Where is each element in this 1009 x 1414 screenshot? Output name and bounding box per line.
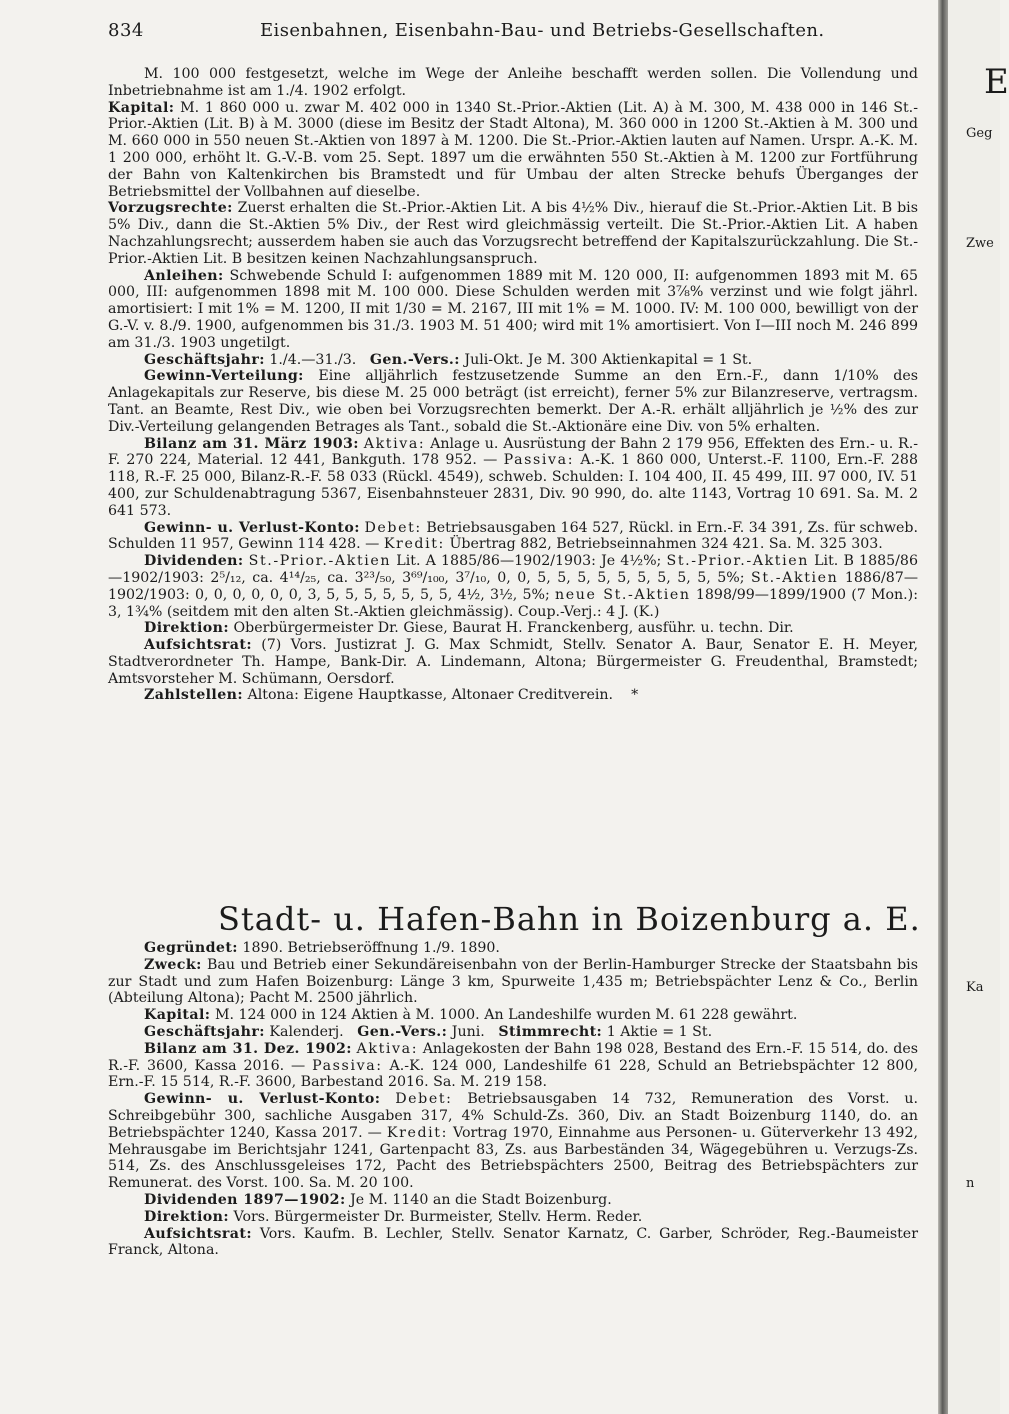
geschaeftsjahr-text: Kalenderj.	[269, 1023, 344, 1040]
lit-b-label: St.-Prior.-Aktien	[666, 553, 809, 570]
guv-paragraph	[108, 1091, 918, 1192]
geschaeftsjahr-label: Geschäftsjahr:	[144, 351, 265, 368]
direktion-paragraph	[108, 1209, 918, 1226]
aktiva-label: Aktiva:	[363, 435, 426, 452]
direktion-label: Direktion:	[144, 1208, 229, 1225]
debet-label: Debet:	[364, 519, 422, 536]
stimmrecht-label: Stimmrecht:	[498, 1023, 603, 1040]
genvers-text: Juni.	[451, 1023, 485, 1040]
neighbor-big-letter: E	[984, 62, 1009, 102]
guv-kredit-text: Übertrag 882, Betriebseinnahmen 324 421. Sa. M. 325 303.	[449, 536, 883, 553]
passiva-label: Passiva:	[503, 452, 575, 469]
anleihen-label: Anleihen:	[144, 267, 224, 284]
article-altona-kaltenkirchen	[108, 66, 918, 704]
neighbor-fragment: Ka	[966, 980, 984, 995]
guv-label: Gewinn- u. Verlust-Konto:	[144, 519, 360, 536]
bilanz-label: Bilanz am 31. März 1903:	[144, 435, 359, 452]
zweck-paragraph	[108, 957, 918, 1007]
dividenden-paragraph	[108, 1192, 918, 1209]
neighbor-fragment: n	[966, 1176, 975, 1191]
aufsichtsrat-paragraph	[108, 1226, 918, 1260]
aufsichtsrat-text: (7) Vors. Justizrat J. G. Max Schmidt, Stellv. Senator A. Baur, Senator E. H. Meyer, Stadtverordneter Th. Hampe, Bank-Dir. A. Lindemann, Altona; Bürgermeister G. Freudenthal, Bramstedt; Amtsvorsteher M. Schümann, Oersdorf.	[108, 637, 918, 687]
geschaeftsjahr-paragraph	[108, 352, 918, 369]
vorzugsrechte-label: Vorzugsrechte:	[108, 200, 233, 217]
aufsichtsrat-paragraph	[108, 637, 918, 687]
direktion-label: Direktion:	[144, 620, 229, 637]
section-title: Stadt- u. Hafen-Bahn in Boizenburg a. E.	[218, 900, 921, 938]
geschaeftsjahr-text: 1./4.—31./3.	[269, 351, 357, 368]
direktion-text: Oberbürgermeister Dr. Giese, Baurat H. Franckenberg, ausführ. u. techn. Dir.	[233, 620, 794, 637]
anleihen-paragraph	[108, 268, 918, 352]
dividenden-label: Dividenden:	[144, 553, 244, 570]
bilanz-paragraph	[108, 1041, 918, 1091]
gewinnverteilung-text: Eine alljährlich festzusetzende Summe an den Ern.-F., dann 1/10% des Anlagekapitals zur Reserve, bis diese M. 25 000 beträgt (ist erreicht), ferner 5% zur Bilanzreserve, vertragsm. Tant. an Beamte, Rest Div., wie oben bei Vorzugsrechten bemerkt. Der A.-R. erhält alljährlich je ½% des zur Div.-Verteilung gelangenden Betrages als Tant., sobald die St.-Aktionäre eine Div. von 5% erhalten.	[108, 368, 919, 435]
aufsichtsrat-label: Aufsichtsrat:	[144, 637, 252, 654]
gegruendet-text: 1890. Betriebseröffnung 1./9. 1890.	[242, 940, 500, 956]
debet-label: Debet:	[395, 1091, 453, 1108]
lit-a-label: St.-Prior.-Aktien	[248, 553, 392, 570]
geschaeftsjahr-paragraph	[108, 1024, 918, 1041]
passiva-label: Passiva:	[312, 1057, 383, 1074]
aktiva-label: Aktiva:	[356, 1040, 419, 1057]
intro-paragraph: M. 100 000 festgesetzt, welche im Wege der Anleihe beschafft werden sollen. Die Vollendung und Inbetriebnahme ist am 1./4. 1902 erfolgt.	[108, 66, 918, 99]
kredit-label: Kredit:	[383, 536, 445, 553]
kapital-text: M. 1 860 000 u. zwar M. 402 000 in 1340 St.-Prior.-Aktien (Lit. A) à M. 300, M. 438 000 in 146 St.-Prior.-Aktien (Lit. B) à M. 3000 (diese im Besitz der Stadt Altona), M. 360 000 in 1200 St.-Aktien à M. 300 und M. 660 000 in 550 neuen St.-Aktien von 1897 à M. 1200. Die St.-Prior.-Aktien lauten auf Namen. Urspr. A.-K. M. 1 200 000, erhöht lt. G.-V.-B. vom 25. Sept. 1897 um die erwähnten 550 St.-Aktien à M. 1200 zur Fortführung der Bahn von Kaltenkirchen bis Bramstedt und für Umbau der alten Strecke behufs Überganges der Betriebsmittel der Vollbahnen auf dieselbe.	[108, 99, 918, 200]
dividenden-text: Je M. 1140 an die Stadt Boizenburg.	[350, 1191, 612, 1208]
guv-debet-text: Betriebsausgaben 164 527, Rückl. in Ern.-F. 34 391, Zs. für schweb. Schulden 11 957, Gewinn 114 428. —	[108, 519, 918, 553]
running-title: Eisenbahnen, Eisenbahn-Bau- und Betriebs-Gesellschaften.	[260, 20, 825, 41]
zweck-label: Zweck:	[144, 956, 202, 973]
neighbor-page-sliver	[948, 0, 1009, 1414]
bilanz-label: Bilanz am 31. Dez. 1902:	[144, 1040, 352, 1057]
book-gutter	[938, 0, 948, 1414]
guv-paragraph	[108, 520, 918, 554]
lit-a-text: Lit. A 1885/86—1902/1903: Je 4½%;	[396, 553, 662, 570]
genvers-text: Juli-Okt. Je M. 300 Aktienkapital = 1 St.	[464, 351, 753, 368]
neighbor-fragment: Geg	[966, 126, 993, 141]
kapital-label: Kapital:	[108, 99, 175, 116]
neue-st-aktien-label: neue St.-Aktien	[555, 586, 691, 603]
direktion-paragraph	[108, 620, 918, 637]
vorzugsrechte-text: Zuerst erhalten die St.-Prior.-Aktien Lit. A bis 4½% Div., hierauf die St.-Prior.-Aktien Lit. B bis 5% Div., dann die St.-Aktien 5% Div., der Rest wird gleichmässig verteilt. Die St.-Prior.-Aktien Lit. A haben Nachzahlungsrecht; ausserdem haben sie auch das Vorzugsrecht betreffend der Kapitalszurückzahlung. Die St.-Prior.-Aktien Lit. B besitzen keinen Nachzahlungsanspruch.	[108, 200, 918, 267]
kapital-paragraph	[108, 100, 918, 201]
bilanz-aktiva-text: Anlage u. Ausrüstung der Bahn 2 179 956, Effekten des Ern.- u. R.-F. 270 224, Material. 12 441, Bankguth. 178 952. —	[108, 435, 918, 469]
gegruendet-label: Gegründet:	[144, 940, 238, 956]
bilanz-passiva-text: A.-K. 1 860 000, Unterst.-F. 1100, Ern.-F. 288 118, R.-F. 25 000, Bilanz-R.-F. 58 033 (Rückl. 4549), schweb. Schulden: I. 104 400, II. 45 499, III. 97 000, IV. 51 400, zur Schuldenabtragung 5367, Eisenbahnsteuer 2831, Div. 90 990, do. alte 1143, Vortrag 10 691. Sa. M. 2 641 573.	[108, 452, 918, 519]
gewinnverteilung-paragraph	[108, 368, 918, 435]
kapital-paragraph	[108, 1007, 918, 1024]
kapital-text: M. 124 000 in 124 Aktien à M. 1000. An Landeshilfe wurden M. 61 228 gewährt.	[214, 1007, 798, 1024]
gegruendet-paragraph	[108, 940, 918, 957]
kredit-label: Kredit:	[386, 1124, 448, 1141]
dividenden-paragraph	[108, 553, 918, 620]
aufsichtsrat-label: Aufsichtsrat:	[144, 1225, 252, 1242]
vorzugsrechte-paragraph	[108, 200, 918, 267]
zahlstellen-paragraph	[108, 687, 918, 704]
genvers-label: Gen.-Vers.:	[369, 351, 460, 368]
guv-kredit-text: Vortrag 1970, Einnahme aus Personen- u. Güterverkehr 13 492, Mehrausgabe im Berichtsjahr 1241, Gartenpacht 83, Zs. aus Barbeständen 34, Wägegebühren u. Verzugs-Zs. 514, Zs. des Anschlussgeleises 172, Pacht des Betriebspächters 2500, Beitrag des Betriebspächters zur Remunerat. des Vorst. 100. Sa. M. 20 100.	[108, 1124, 918, 1192]
zweck-text: Bau und Betrieb einer Sekundäreisenbahn von der Berlin-Hamburger Strecke der Staatsbahn bis zur Stadt und zum Hafen Boizenburg: Länge 3 km, Spurweite 1,435 m; Betriebspächter Lenz & Co., Berlin (Abteilung Altona); Pacht M. 2500 jährlich.	[108, 956, 918, 1007]
st-aktien-label: St.-Aktien	[751, 569, 839, 586]
bilanz-paragraph	[108, 436, 918, 520]
page-number: 834	[108, 20, 144, 41]
geschaeftsjahr-label: Geschäftsjahr:	[144, 1023, 265, 1040]
neighbor-fragment: Zwe	[966, 236, 994, 251]
zahlstellen-text: Altona: Eigene Hauptkasse, Altonaer Creditverein.	[247, 687, 614, 704]
bilanz-aktiva-text: Anlagekosten der Bahn 198 028, Bestand des Ern.-F. 15 514, do. des R.-F. 3600, Kassa 2016. —	[108, 1040, 918, 1074]
stimmrecht-text: 1 Aktie = 1 St.	[606, 1023, 713, 1040]
bilanz-passiva-text: A.-K. 124 000, Landeshilfe 61 228, Schuld an Betriebspächter 12 800, Ern.-F. 15 514, R.-F. 3600, Barbestand 2016. Sa. M. 219 158.	[108, 1057, 918, 1091]
direktion-text: Vors. Bürgermeister Dr. Burmeister, Stellv. Herm. Reder.	[233, 1208, 643, 1225]
aufsichtsrat-text: Vors. Kaufm. B. Lechler, Stellv. Senator Karnatz, C. Garber, Schröder, Reg.-Baumeister Franck, Altona.	[108, 1225, 918, 1259]
neue-st-aktien-text: 1898/99—1899/1900 (7 Mon.): 3, 1¾% (seitdem mit den alten St.-Aktien gleichmässig). Coup.-Verj.: 4 J. (K.)	[108, 586, 918, 620]
dividenden-label: Dividenden 1897—1902:	[144, 1191, 346, 1208]
page-header	[108, 20, 928, 46]
gewinnverteilung-label: Gewinn-Verteilung:	[144, 368, 304, 385]
guv-label: Gewinn- u. Verlust-Konto:	[144, 1091, 381, 1108]
genvers-label: Gen.-Vers.:	[357, 1023, 448, 1040]
anleihen-text: Schwebende Schuld I: aufgenommen 1889 mit M. 120 000, II: aufgenommen 1893 mit M. 65 000, III: aufgenommen 1898 mit M. 100 000. Diese Schulden werden mit 3⅞% verzinst und wie folgt jährl. amortisiert: I mit 1% = M. 1200, II mit 1/30 = M. 2167, III mit 1% = M. 1000. IV: M. 100 000, bewilligt von der G.-V. v. 8./9. 1900, aufgenommen bis 31./3. 1903 M. 51 400; wird mit 1% amortisiert. Von I—III noch M. 246 899 am 31./3. 1903 ungetilgt.	[108, 267, 918, 351]
zahlstellen-label: Zahlstellen:	[144, 687, 243, 704]
article-boizenburg	[108, 940, 918, 1259]
lit-b-text: Lit. B 1885/86—1902/1903: 2⁵/₁₂, ca. 4¹⁴/₂₅, ca. 3²³/₅₀, 3⁶⁹/₁₀₀, 3⁷/₁₀, 0, 0, 5, 5, 5, 5, 5, 5, 5, 5, 5, 5%;	[108, 553, 918, 586]
guv-debet-text: Betriebsausgaben 14 732, Remuneration des Vorst. u. Schreibgebühr 300, sachliche Ausgaben 317, 4% Schuld-Zs. 360, Div. an Stadt Boizenburg 1140, do. an Betriebspächter 1240, Kassa 2017. —	[108, 1091, 918, 1141]
st-aktien-text: 1886/87—1902/1903: 0, 0, 0, 0, 0, 0, 3, 5, 5, 5, 5, 5, 5, 5, 4½, 3½, 5%;	[108, 569, 919, 603]
kapital-label: Kapital:	[144, 1007, 211, 1024]
end-mark: *	[631, 687, 639, 704]
